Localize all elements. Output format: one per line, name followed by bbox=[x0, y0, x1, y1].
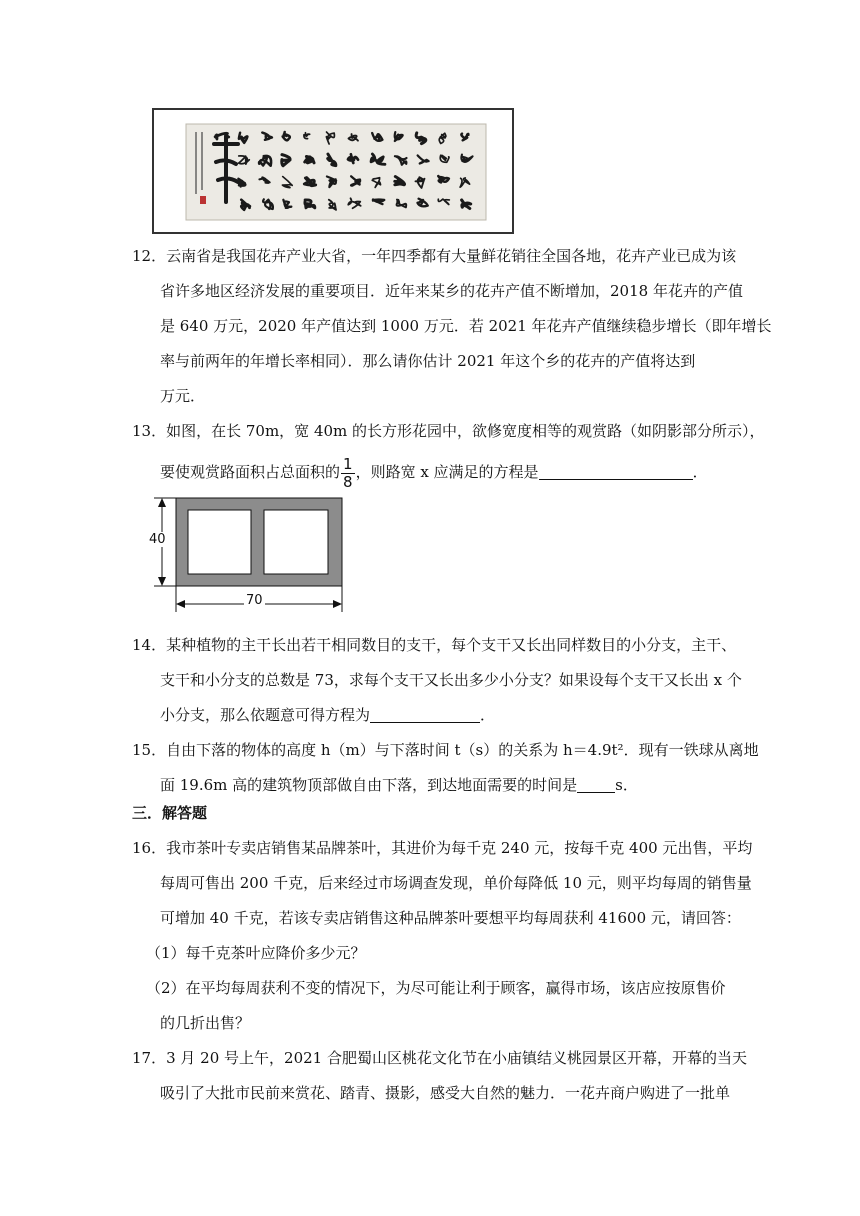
q12-line-4: 率与前两年的年增长率相同）．那么请你估计 2021 年这个乡的花卉的产值将达到 bbox=[160, 352, 696, 370]
q14-line-3: 小分支，那么依题意可得方程为 ． bbox=[160, 706, 496, 724]
section-3-heading: 三．解答题 bbox=[132, 804, 208, 822]
q16-sub-2-line-1: （2）在平均每周获利不变的情况下，为尽可能让利于顾客，赢得市场，该店应按原售价 bbox=[146, 979, 726, 997]
q16-sub-1: （1）每千克茶叶应降价多少元？ bbox=[146, 944, 366, 962]
q17-number: 17． bbox=[132, 1049, 167, 1067]
q15-line-2: 面 19.6m 高的建筑物顶部做自由下落，到达地面需要的时间是 s． bbox=[160, 776, 638, 794]
q13-line-1: 13．如图，在长 70m，宽 40m 的长方形花园中，欲修宽度相等的观赏路（如阴影部分所示）， bbox=[132, 422, 765, 440]
calligraphy-scroll-illustration bbox=[154, 110, 512, 232]
q15-number: 15． bbox=[132, 741, 167, 759]
q16-number: 16． bbox=[132, 839, 167, 857]
q16-line-2: 每周可售出 200 千克，后来经过市场调查发现，单价每降低 10 元，则平均每周的销售量 bbox=[160, 874, 752, 892]
q15-line-1: 15．自由下落的物体的高度 h（m）与下落时间 t（s）的关系为 h＝4.9t²．现有一铁球从离地 bbox=[132, 741, 759, 759]
q17-line-2: 吸引了大批市民前来赏花、踏青、摄影，感受大自然的魅力．一花卉商户购进了一批单 bbox=[160, 1084, 731, 1102]
garden-plot-left bbox=[188, 510, 251, 574]
garden-plot-right bbox=[264, 510, 328, 574]
q14-line-2: 支干和小分支的总数是 73，求每个支干又长出多少小分支？如果设每个支干又长出 x 个 bbox=[160, 671, 742, 689]
q12-line-3: 是 640 万元，2020 年产值达到 1000 万元．若 2021 年花卉产值继续稳步增长（即年增长 bbox=[160, 317, 772, 335]
q16-line-1: 16．我市茶叶专卖店销售某品牌茶叶，其进价为每千克 240 元，按每千克 400 元出售，平均 bbox=[132, 839, 753, 857]
q13-answer-blank[interactable] bbox=[539, 463, 693, 480]
garden-width-label: 70 bbox=[246, 593, 263, 608]
q12-line-1: 12．云南省是我国花卉产业大省，一年四季都有大量鲜花销往全国各地，花卉产业已成为该 bbox=[132, 247, 737, 265]
garden-height-label: 40 bbox=[149, 532, 166, 547]
one-eighth-fraction: $\frac{1}{8}$ bbox=[343, 454, 353, 491]
q12-line-5: 万元． bbox=[160, 387, 206, 405]
q12-line-2: 省许多地区经济发展的重要项目．近年来某乡的花卉产值不断增加，2018 年花卉的产值 bbox=[160, 282, 743, 300]
q14-line-1: 14．某种植物的主干长出若干相同数目的支干，每个支干又长出同样数目的小分支，主干、 bbox=[132, 636, 737, 654]
q13-number: 13． bbox=[132, 422, 167, 440]
q16-sub-2-line-2: 的几折出售？ bbox=[160, 1014, 251, 1032]
q13-line-2: 要使观赏路面积占总面积的 $\frac{1}{8}$ ，则路宽 x 应满足的方程是 ． bbox=[160, 454, 708, 491]
q12-number: 12． bbox=[132, 247, 167, 265]
q14-number: 14． bbox=[132, 636, 167, 654]
brush-stroke bbox=[438, 176, 448, 182]
brush-stroke bbox=[305, 157, 314, 163]
q14-answer-blank[interactable] bbox=[370, 706, 480, 723]
q15-answer-blank[interactable] bbox=[577, 776, 615, 793]
calligraphy-image bbox=[152, 108, 514, 234]
q17-line-1: 17．3 月 20 号上午，2021 合肥蜀山区桃花文化节在小庙镇结义桃园景区开幕，开幕的当天 bbox=[132, 1049, 747, 1067]
garden-figure bbox=[140, 492, 350, 616]
q16-line-3: 可增加 40 千克，若该专卖店销售这种品牌茶叶要想平均每周获利 41600 元，请回答： bbox=[160, 909, 741, 927]
